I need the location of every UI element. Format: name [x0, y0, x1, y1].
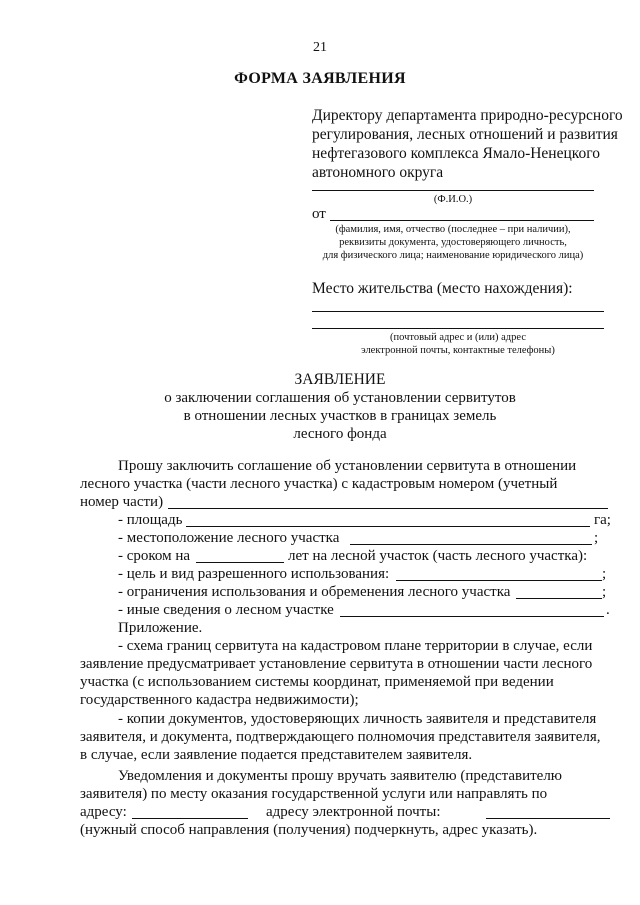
restrictions-semicolon: ; — [602, 584, 607, 600]
notice-address-label: адресу: — [80, 804, 127, 820]
statement-subtitle-2: в отношении лесных участков в границах земель — [183, 408, 497, 424]
attachment-label: Приложение. — [118, 620, 203, 636]
cadastral-number-blank[interactable] — [168, 508, 608, 509]
residence-blank-line-1[interactable] — [312, 311, 604, 312]
scheme-line-1: - схема границ сервитута на кадастровом плане территории в случае, если — [118, 638, 593, 654]
copies-line-1: - копии документов, удостоверяющих личность заявителя и представителя — [118, 711, 597, 727]
scheme-line-2: заявление предусматривает установление сервитута в отношении части лесного — [80, 656, 593, 672]
email-address-blank[interactable] — [486, 818, 610, 819]
applicant-caption-1: (фамилия, имя, отчество (последнее – при наличии), — [335, 224, 571, 235]
term-suffix: лет на лесной участок (часть лесного участка): — [288, 548, 588, 564]
notice-line-4: (нужный способ направления (получения) подчеркнуть, адрес указать). — [80, 822, 538, 838]
residence-blank-line-2[interactable] — [312, 328, 604, 329]
area-unit: га; — [594, 512, 611, 528]
applicant-caption-2: реквизиты документа, удостоверяющего личность, — [339, 237, 567, 248]
scheme-line-4: государственного кадастра недвижимости); — [80, 692, 359, 708]
term-blank[interactable] — [196, 562, 284, 563]
notice-line-2: заявителя) по месту оказания государственной услуги или направлять по — [80, 786, 548, 802]
term-label: - сроком на — [118, 548, 191, 564]
purpose-semicolon: ; — [602, 566, 607, 582]
request-line-2 — [80, 476, 610, 493]
request-line-3: номер части) — [80, 494, 164, 510]
request-line-1: Прошу заключить соглашение об установлении сервитута в отношении — [118, 458, 577, 474]
form-title: ФОРМА ЗАЯВЛЕНИЯ — [234, 70, 406, 87]
location-label: - местоположение лесного участка — [118, 530, 340, 546]
statement-subtitle-1: о заключении соглашения об установлении сервитутов — [164, 390, 516, 406]
applicant-caption-3: для физического лица; наименование юридического лица) — [322, 250, 584, 261]
page-number: 21 — [313, 40, 327, 55]
scheme-line-3: участка (с использованием системы координат, применяемой при ведении — [80, 674, 554, 690]
contact-caption-2: электронной почты, контактные телефоны) — [361, 345, 555, 356]
addressee-line-3: нефтегазового комплекса Ямало-Ненецкого — [312, 145, 600, 162]
location-semicolon: ; — [594, 530, 599, 546]
other-period: . — [606, 602, 610, 618]
area-label: - площадь — [118, 512, 183, 528]
contact-caption-1: (почтовый адрес и (или) адрес — [390, 332, 526, 343]
notice-email-label: адресу электронной почты: — [266, 804, 441, 820]
addressee-line-1: Директору департамента природно-ресурсного — [312, 107, 623, 124]
other-blank[interactable] — [340, 616, 604, 617]
restrictions-blank[interactable] — [516, 598, 602, 599]
from-label: от — [312, 206, 326, 222]
copies-line-3: в случае, если заявление подается представителем заявителя. — [80, 747, 473, 763]
addressee-line-4: автономного округа — [312, 164, 444, 181]
postal-address-blank[interactable] — [132, 818, 248, 819]
area-blank[interactable] — [186, 526, 590, 527]
addressee-line-2: регулирования, лесных отношений и развития — [312, 126, 618, 143]
statement-title: ЗАЯВЛЕНИЕ — [294, 371, 386, 388]
fio-blank-line[interactable] — [312, 190, 594, 191]
copies-line-2: заявителя, и документа, подтверждающего полномочия представителя заявителя, — [80, 729, 601, 745]
purpose-blank[interactable] — [396, 580, 602, 581]
notice-line-1: Уведомления и документы прошу вручать заявителю (представителю — [118, 768, 563, 784]
statement-subtitle-3: лесного фонда — [293, 426, 387, 442]
fio-caption: (Ф.И.О.) — [433, 194, 473, 205]
residence-label: Место жительства (место нахождения): — [312, 280, 573, 297]
restrictions-label: - ограничения использования и обременения лесного участка — [118, 584, 511, 600]
other-label: - иные сведения о лесном участке — [118, 602, 334, 618]
purpose-label: - цель и вид разрешенного использования: — [118, 566, 390, 582]
request-line-2-text: лесного участка (части лесного участка) с кадастровым номером (учетный — [80, 476, 558, 492]
location-blank[interactable] — [350, 544, 592, 545]
applicant-blank-line[interactable] — [330, 220, 594, 221]
